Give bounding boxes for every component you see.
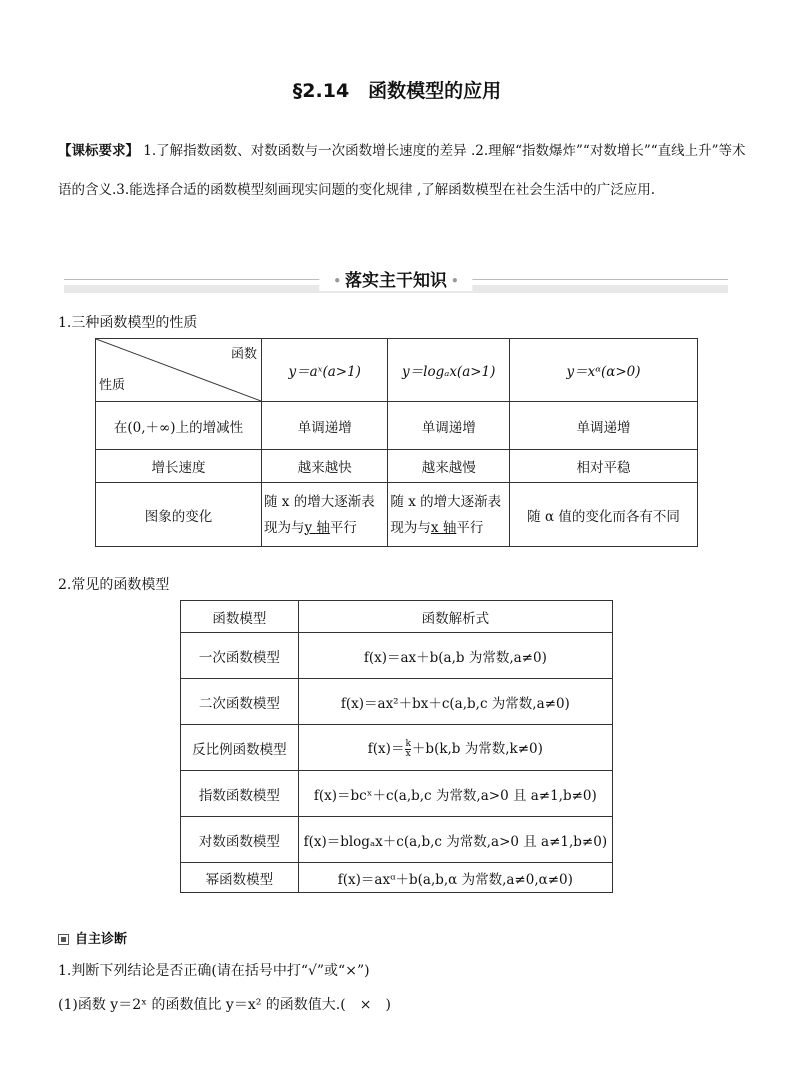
table-cell: 越来越快 [262,450,388,483]
corner-top-label: 函数 [230,347,257,362]
table-row [181,863,613,893]
model-formula: f(x)＝ $\frac{k}{x}$ ＋b(k,b 为常数,k≠0) [298,725,612,771]
column-header: 函数解析式 [298,601,612,633]
section1-heading: 1.三种函数模型的性质 [58,315,198,331]
table-row [181,679,613,725]
section2-heading: 2.常见的函数模型 [58,577,170,593]
model-formula: f(x)＝axᵅ＋b(a,b,α 为常数,a≠0,α≠0) [298,863,612,893]
table-cell: 单调递增 [262,402,388,450]
column-header: y＝xᵅ(α>0) [510,339,698,402]
model-formula: f(x)＝blogₐx＋c(a,b,c 为常数,a>0 且 a≠1,b≠0) [298,817,612,863]
table-cell: 随 α 值的变化而各有不同 [510,483,698,547]
table-row [96,450,698,483]
model-formula: f(x)＝ax²＋bx＋c(a,b,c 为常数,a≠0) [298,679,612,725]
model-formula: f(x)＝ax＋b(a,b 为常数,a≠0) [298,633,612,679]
page-title: §2.14 函数模型的应用 [292,80,502,102]
table-row [181,817,613,863]
requirements-tag: 【课标要求】 [58,143,139,159]
row-label: 图象的变化 [96,483,262,547]
properties-table [95,338,698,547]
model-name: 二次函数模型 [181,679,299,725]
table-cell: 随 x 的增大逐渐表 现为与x 轴平行 [388,483,510,547]
question-1-1: (1)函数 y＝2ˣ 的函数值比 y＝x² 的函数值大.( × ) [58,997,391,1013]
table-cell: 单调递增 [510,402,698,450]
fraction: $\frac{k}{x}$ [405,738,411,759]
model-name: 对数函数模型 [181,817,299,863]
corner-cell [96,339,262,402]
square-bullet-icon [58,934,69,945]
self-check-heading: 自主诊断 [58,928,127,947]
model-formula: f(x)＝bcˣ＋c(a,b,c 为常数,a>0 且 a≠1,b≠0) [298,771,612,817]
question-1: 1.判断下列结论是否正确(请在括号中打“√”或“×”) [58,963,370,979]
model-name: 指数函数模型 [181,771,299,817]
model-name: 反比例函数模型 [181,725,299,771]
column-header: y＝logₐx(a>1) [388,339,510,402]
curriculum-requirements [58,132,748,210]
table-row [181,771,613,817]
table-cell: 相对平稳 [510,450,698,483]
row-label: 在(0,＋∞)上的增减性 [96,402,262,450]
table-row [96,402,698,450]
corner-bottom-label: 性质 [99,378,126,393]
table-cell: 随 x 的增大逐渐表 现为与y 轴平行 [262,483,388,547]
requirements-text: 1.了解指数函数、对数函数与一次函数增长速度的差异 .2.理解“指数爆炸”“对数增长”“直线上升”等术语的含义.3.能选择合适的函数模型刻画现实问题的变化规律 ,了解函数模型在社会生活中的广泛应用. [58,143,746,198]
table-cell: 单调递增 [388,402,510,450]
table-cell: 越来越慢 [388,450,510,483]
table-row [181,633,613,679]
row-label: 增长速度 [96,450,262,483]
model-name: 一次函数模型 [181,633,299,679]
table-row [181,725,613,771]
model-name: 幂函数模型 [181,863,299,893]
section-banner [64,266,728,296]
banner-label: • 落实主干知识 • [319,266,472,291]
column-header: y＝aˣ(a>1) [262,339,388,402]
column-header: 函数模型 [181,601,299,633]
models-table [180,600,613,893]
table-row [96,483,698,547]
